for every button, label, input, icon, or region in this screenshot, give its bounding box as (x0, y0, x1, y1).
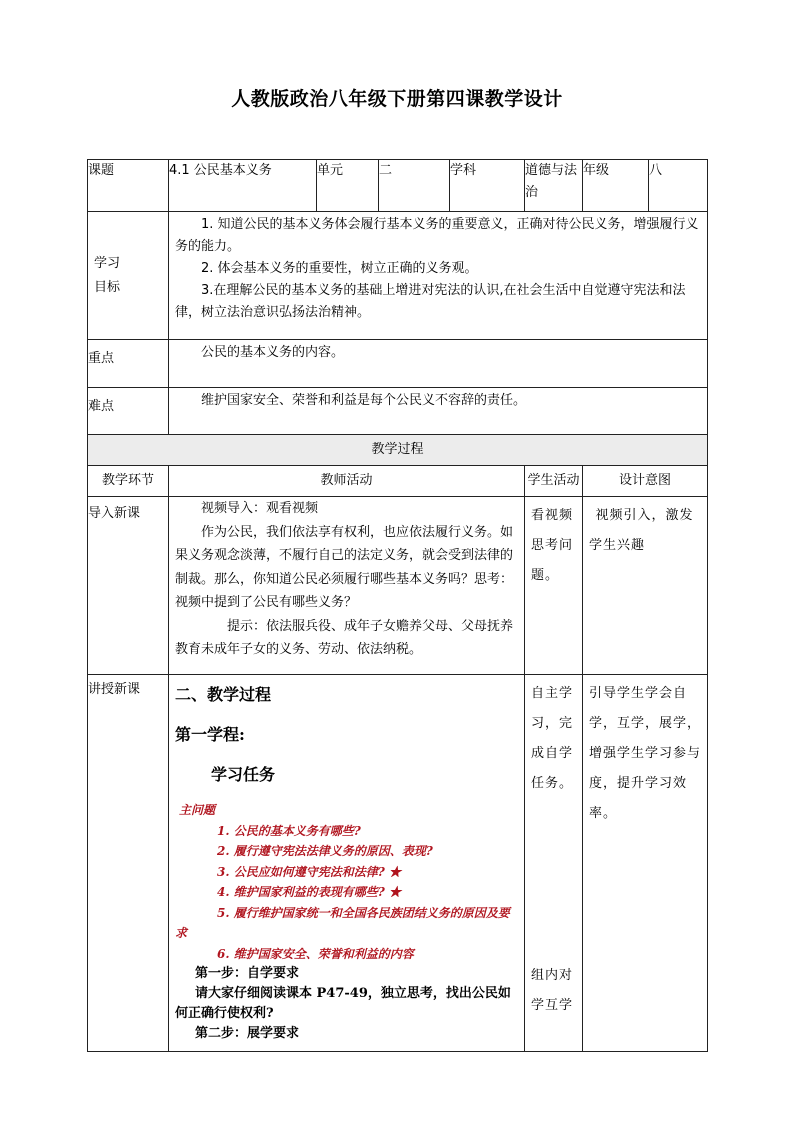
goal-item: 1. 知道公民的基本义务体会履行基本义务的重要意义，正确对待公民义务，增强履行义务的能力。 (175, 217, 699, 254)
goal-item: 2. 体会基本义务的重要性，树立正确的义务观。 (201, 261, 478, 276)
intro-teacher-line: 作为公民，我们依法享有权利，也应依法履行义务。如果义务观念淡薄，不履行自己的法定义务，就会受到法律的制裁。那么，你知道公民必须履行哪些基本义务吗？思考：视频中提到了公民有哪些义务？ (175, 524, 514, 610)
lecture-teacher (169, 675, 525, 1052)
process-header: 教学过程 (88, 435, 708, 466)
star-icon: ★ (388, 864, 401, 879)
star-icon: ★ (388, 885, 401, 899)
lecture-row (88, 675, 708, 1052)
difficulty-row (88, 388, 708, 435)
lecture-heading: 二、教学过程 (175, 685, 272, 704)
intro-teacher (169, 497, 525, 675)
lecture-intent: 引导学生学会自学，互学，展学，增强学生学习参与度，提升学习效率。 (583, 675, 708, 1052)
step2-title: 第二步：展学要求 (195, 1026, 300, 1041)
key-point-label: 重点 (88, 340, 169, 388)
difficulty-label: 难点 (88, 388, 169, 435)
header-row (88, 160, 708, 212)
unit-value: 二 (379, 160, 450, 212)
intro-row (88, 497, 708, 675)
lecture-student (525, 675, 583, 1052)
grade-label: 年级 (583, 160, 649, 212)
question-item: 6. 维护国家安全、荣誉和利益的内容 (217, 946, 414, 961)
col-stage: 教学环节 (88, 466, 169, 497)
column-header-row (88, 466, 708, 497)
subject-value: 道德与法治 (525, 160, 583, 212)
process-header-row (88, 435, 708, 466)
goals-content (169, 212, 708, 340)
question-item: 3. 公民应如何遵守宪法和法律? ★ (217, 864, 401, 879)
main-question-label: 主问题 (179, 803, 216, 817)
col-intent: 设计意图 (583, 466, 708, 497)
goals-row (88, 212, 708, 340)
goal-item: 3.在理解公民的基本义务的基础上增进对宪法的认识,在社会生活中自觉遵守宪法和法律，树立法治意识弘扬法治精神。 (175, 283, 686, 320)
intro-intent: 视频引入，激发学生兴趣 (583, 497, 708, 675)
step1-title: 第一步：自学要求 (195, 966, 300, 981)
intro-student: 看视频思考问题。 (525, 497, 583, 675)
lecture-student-2: 组内对学互学 (531, 968, 574, 1013)
question-list (175, 800, 518, 964)
key-point-row (88, 340, 708, 388)
question-item: 5. 履行维护国家统一和全国各民族团结义务的原因及要求 (175, 905, 510, 940)
col-teacher: 教师活动 (169, 466, 525, 497)
lesson-value: 4.1 公民基本义务 (169, 160, 317, 212)
grade-value: 八 (649, 160, 708, 212)
difficulty-text: 维护国家安全、荣誉和利益是每个公民义不容辞的责任。 (169, 388, 708, 435)
intro-stage: 导入新课 (88, 497, 169, 675)
intro-teacher-line: 视频导入：观看视频 (201, 501, 319, 516)
step-title: 第一学程: (175, 725, 245, 744)
question-item: 2. 履行遵守宪法法律义务的原因、表现? (217, 844, 433, 858)
question-item: 1. 公民的基本义务有哪些? (217, 823, 361, 838)
task-title: 学习任务 (211, 765, 276, 784)
step1-text: 请大家仔细阅读课本 P47-49，独立思考，找出公民如何正确行使权利? (175, 986, 511, 1021)
intro-teacher-line: 提示：依法服兵役、成年子女赡养父母、父母抚养教育未成年子女的义务、劳动、依法纳税。 (175, 618, 514, 657)
goals-label: 学习目标 (88, 212, 169, 340)
lecture-student-1: 自主学习，完成自学任务。 (531, 686, 574, 791)
lesson-label: 课题 (88, 160, 169, 212)
question-item: 4. 维护国家利益的表现有哪些? ★ (217, 885, 401, 899)
lecture-stage: 讲授新课 (88, 675, 169, 1052)
lesson-plan-table (87, 159, 708, 1052)
page-title: 人教版政治八年级下册第四课教学设计 (231, 88, 563, 110)
subject-label: 学科 (450, 160, 525, 212)
key-point-text: 公民的基本义务的内容。 (169, 340, 708, 388)
unit-label: 单元 (317, 160, 379, 212)
col-student: 学生活动 (525, 466, 583, 497)
